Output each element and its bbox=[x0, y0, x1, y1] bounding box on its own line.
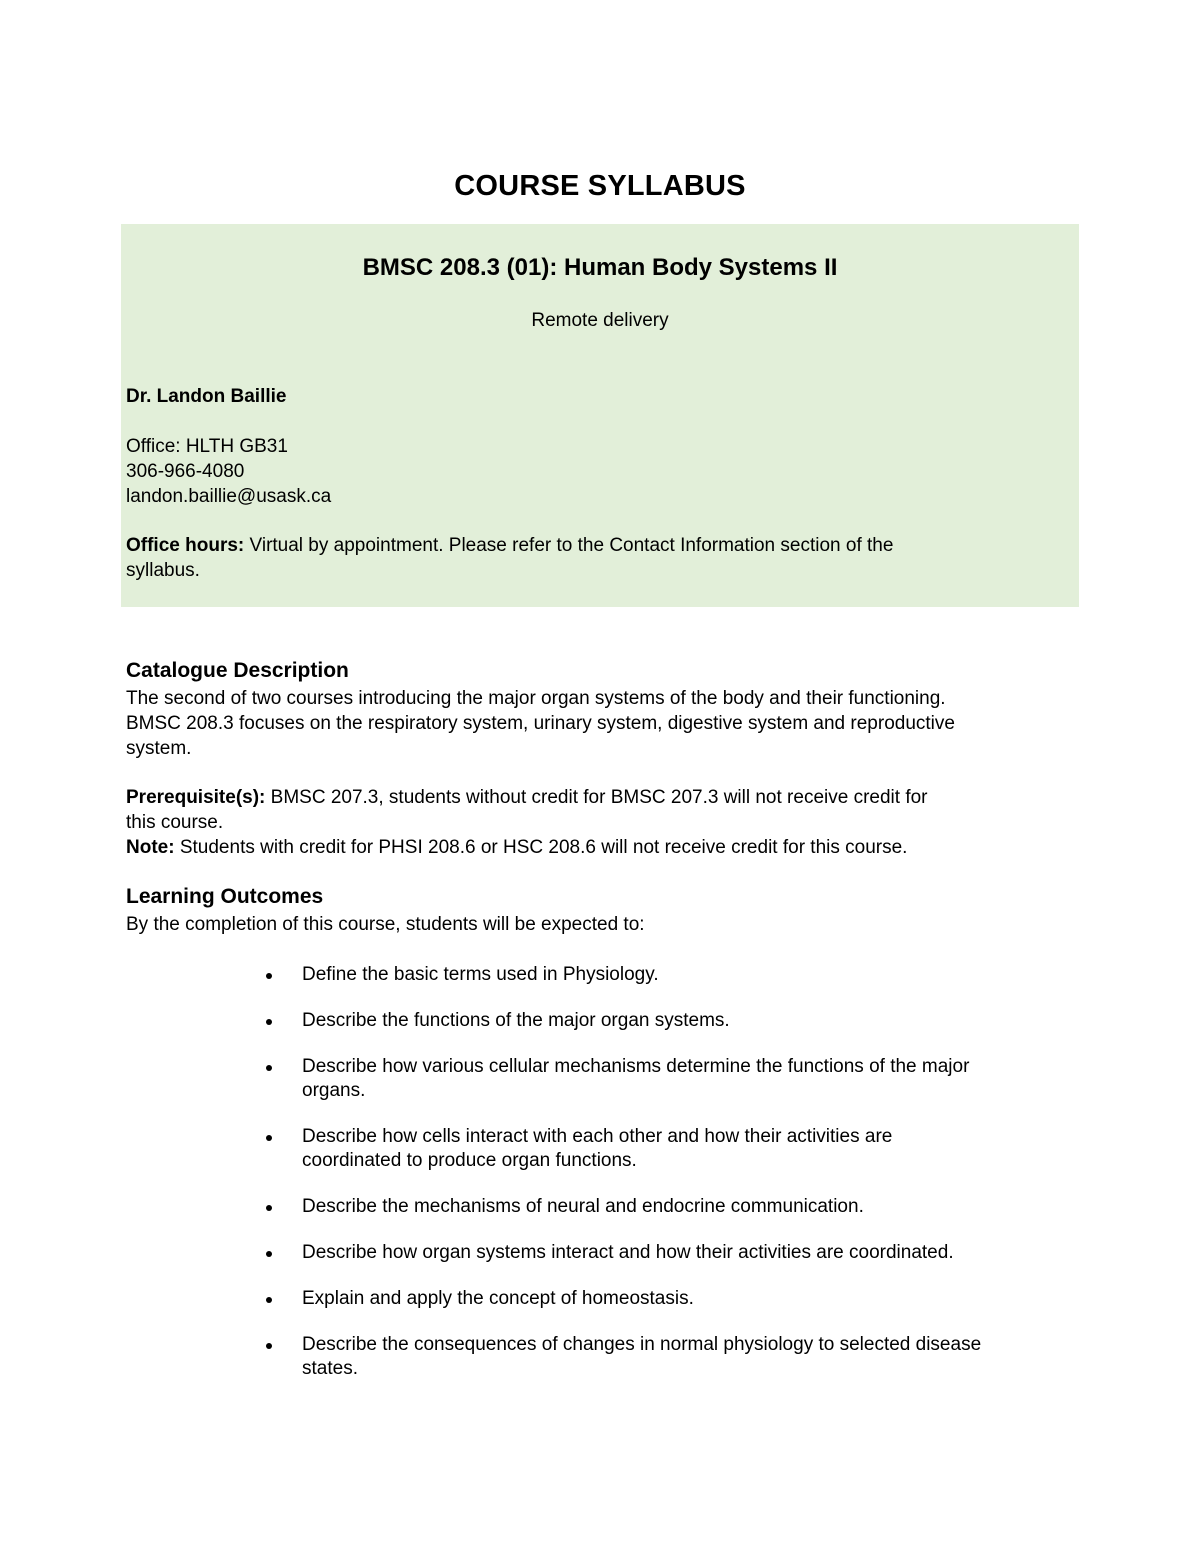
bullet-icon bbox=[266, 973, 272, 979]
list-item bbox=[258, 1009, 1082, 1033]
prerequisites bbox=[126, 785, 928, 810]
list-item bbox=[258, 1241, 1082, 1265]
office-hours-continued: syllabus. bbox=[126, 560, 200, 581]
list-item bbox=[258, 1333, 1082, 1381]
prerequisites-label: Prerequisite(s): bbox=[126, 787, 266, 808]
catalogue-text-line: The second of two courses introducing the major organ systems of the body and their functioning. bbox=[126, 688, 946, 709]
course-title: BMSC 208.3 (01): Human Body Systems II bbox=[362, 254, 838, 281]
bullet-icon bbox=[266, 1019, 272, 1025]
delivery-mode: Remote delivery bbox=[531, 310, 669, 331]
list-item-line: Define the basic terms used in Physiology. bbox=[302, 964, 659, 985]
list-item bbox=[258, 1287, 1082, 1311]
list-item bbox=[258, 1125, 1082, 1173]
office-location: Office: HLTH GB31 bbox=[126, 436, 288, 457]
learning-outcomes-list bbox=[258, 963, 1082, 1403]
note bbox=[126, 835, 907, 860]
catalogue-heading: Catalogue Description bbox=[126, 659, 349, 682]
catalogue-text-line: system. bbox=[126, 738, 192, 759]
phone-number: 306-966-4080 bbox=[126, 461, 245, 482]
bullet-icon bbox=[266, 1297, 272, 1303]
list-item bbox=[258, 963, 1082, 987]
list-item-line: Describe how various cellular mechanisms determine the functions of the major bbox=[302, 1056, 970, 1077]
bullet-icon bbox=[266, 1205, 272, 1211]
bullet-icon bbox=[266, 1343, 272, 1349]
list-item bbox=[258, 1055, 1082, 1103]
list-item-line: coordinated to produce organ functions. bbox=[302, 1150, 637, 1171]
note-text: Students with credit for PHSI 208.6 or HSC 208.6 will not receive credit for this course. bbox=[179, 837, 908, 858]
list-item-line: Describe how organ systems interact and how their activities are coordinated. bbox=[302, 1242, 954, 1263]
office-hours-label: Office hours: bbox=[126, 535, 245, 556]
list-item-line: Describe the functions of the major organ systems. bbox=[302, 1010, 730, 1031]
prerequisites-continued: this course. bbox=[126, 812, 224, 833]
note-label: Note: bbox=[126, 837, 175, 858]
outcomes-heading: Learning Outcomes bbox=[126, 885, 324, 908]
instructor-name: Dr. Landon Baillie bbox=[126, 386, 287, 407]
office-hours bbox=[126, 533, 893, 558]
list-item-line: Describe the mechanisms of neural and endocrine communication. bbox=[302, 1196, 864, 1217]
bullet-icon bbox=[266, 1251, 272, 1257]
list-item bbox=[258, 1195, 1082, 1219]
prerequisites-text: BMSC 207.3, students without credit for BMSC 207.3 will not receive credit for bbox=[270, 787, 928, 808]
list-item-line: Describe the consequences of changes in normal physiology to selected disease bbox=[302, 1334, 982, 1355]
list-item-line: organs. bbox=[302, 1080, 366, 1101]
page-title: COURSE SYLLABUS bbox=[454, 170, 746, 202]
bullet-icon bbox=[266, 1065, 272, 1071]
email-link[interactable]: landon.baillie@usask.ca bbox=[126, 486, 332, 507]
office-hours-text: Virtual by appointment. Please refer to the Contact Information section of the bbox=[249, 535, 894, 556]
list-item-line: states. bbox=[302, 1358, 358, 1379]
list-item-line: Describe how cells interact with each other and how their activities are bbox=[302, 1126, 893, 1147]
catalogue-text-line: BMSC 208.3 focuses on the respiratory system, urinary system, digestive system and reproductive bbox=[126, 713, 955, 734]
list-item-line: Explain and apply the concept of homeostasis. bbox=[302, 1288, 694, 1309]
bullet-icon bbox=[266, 1135, 272, 1141]
outcomes-intro: By the completion of this course, students will be expected to: bbox=[126, 914, 645, 935]
